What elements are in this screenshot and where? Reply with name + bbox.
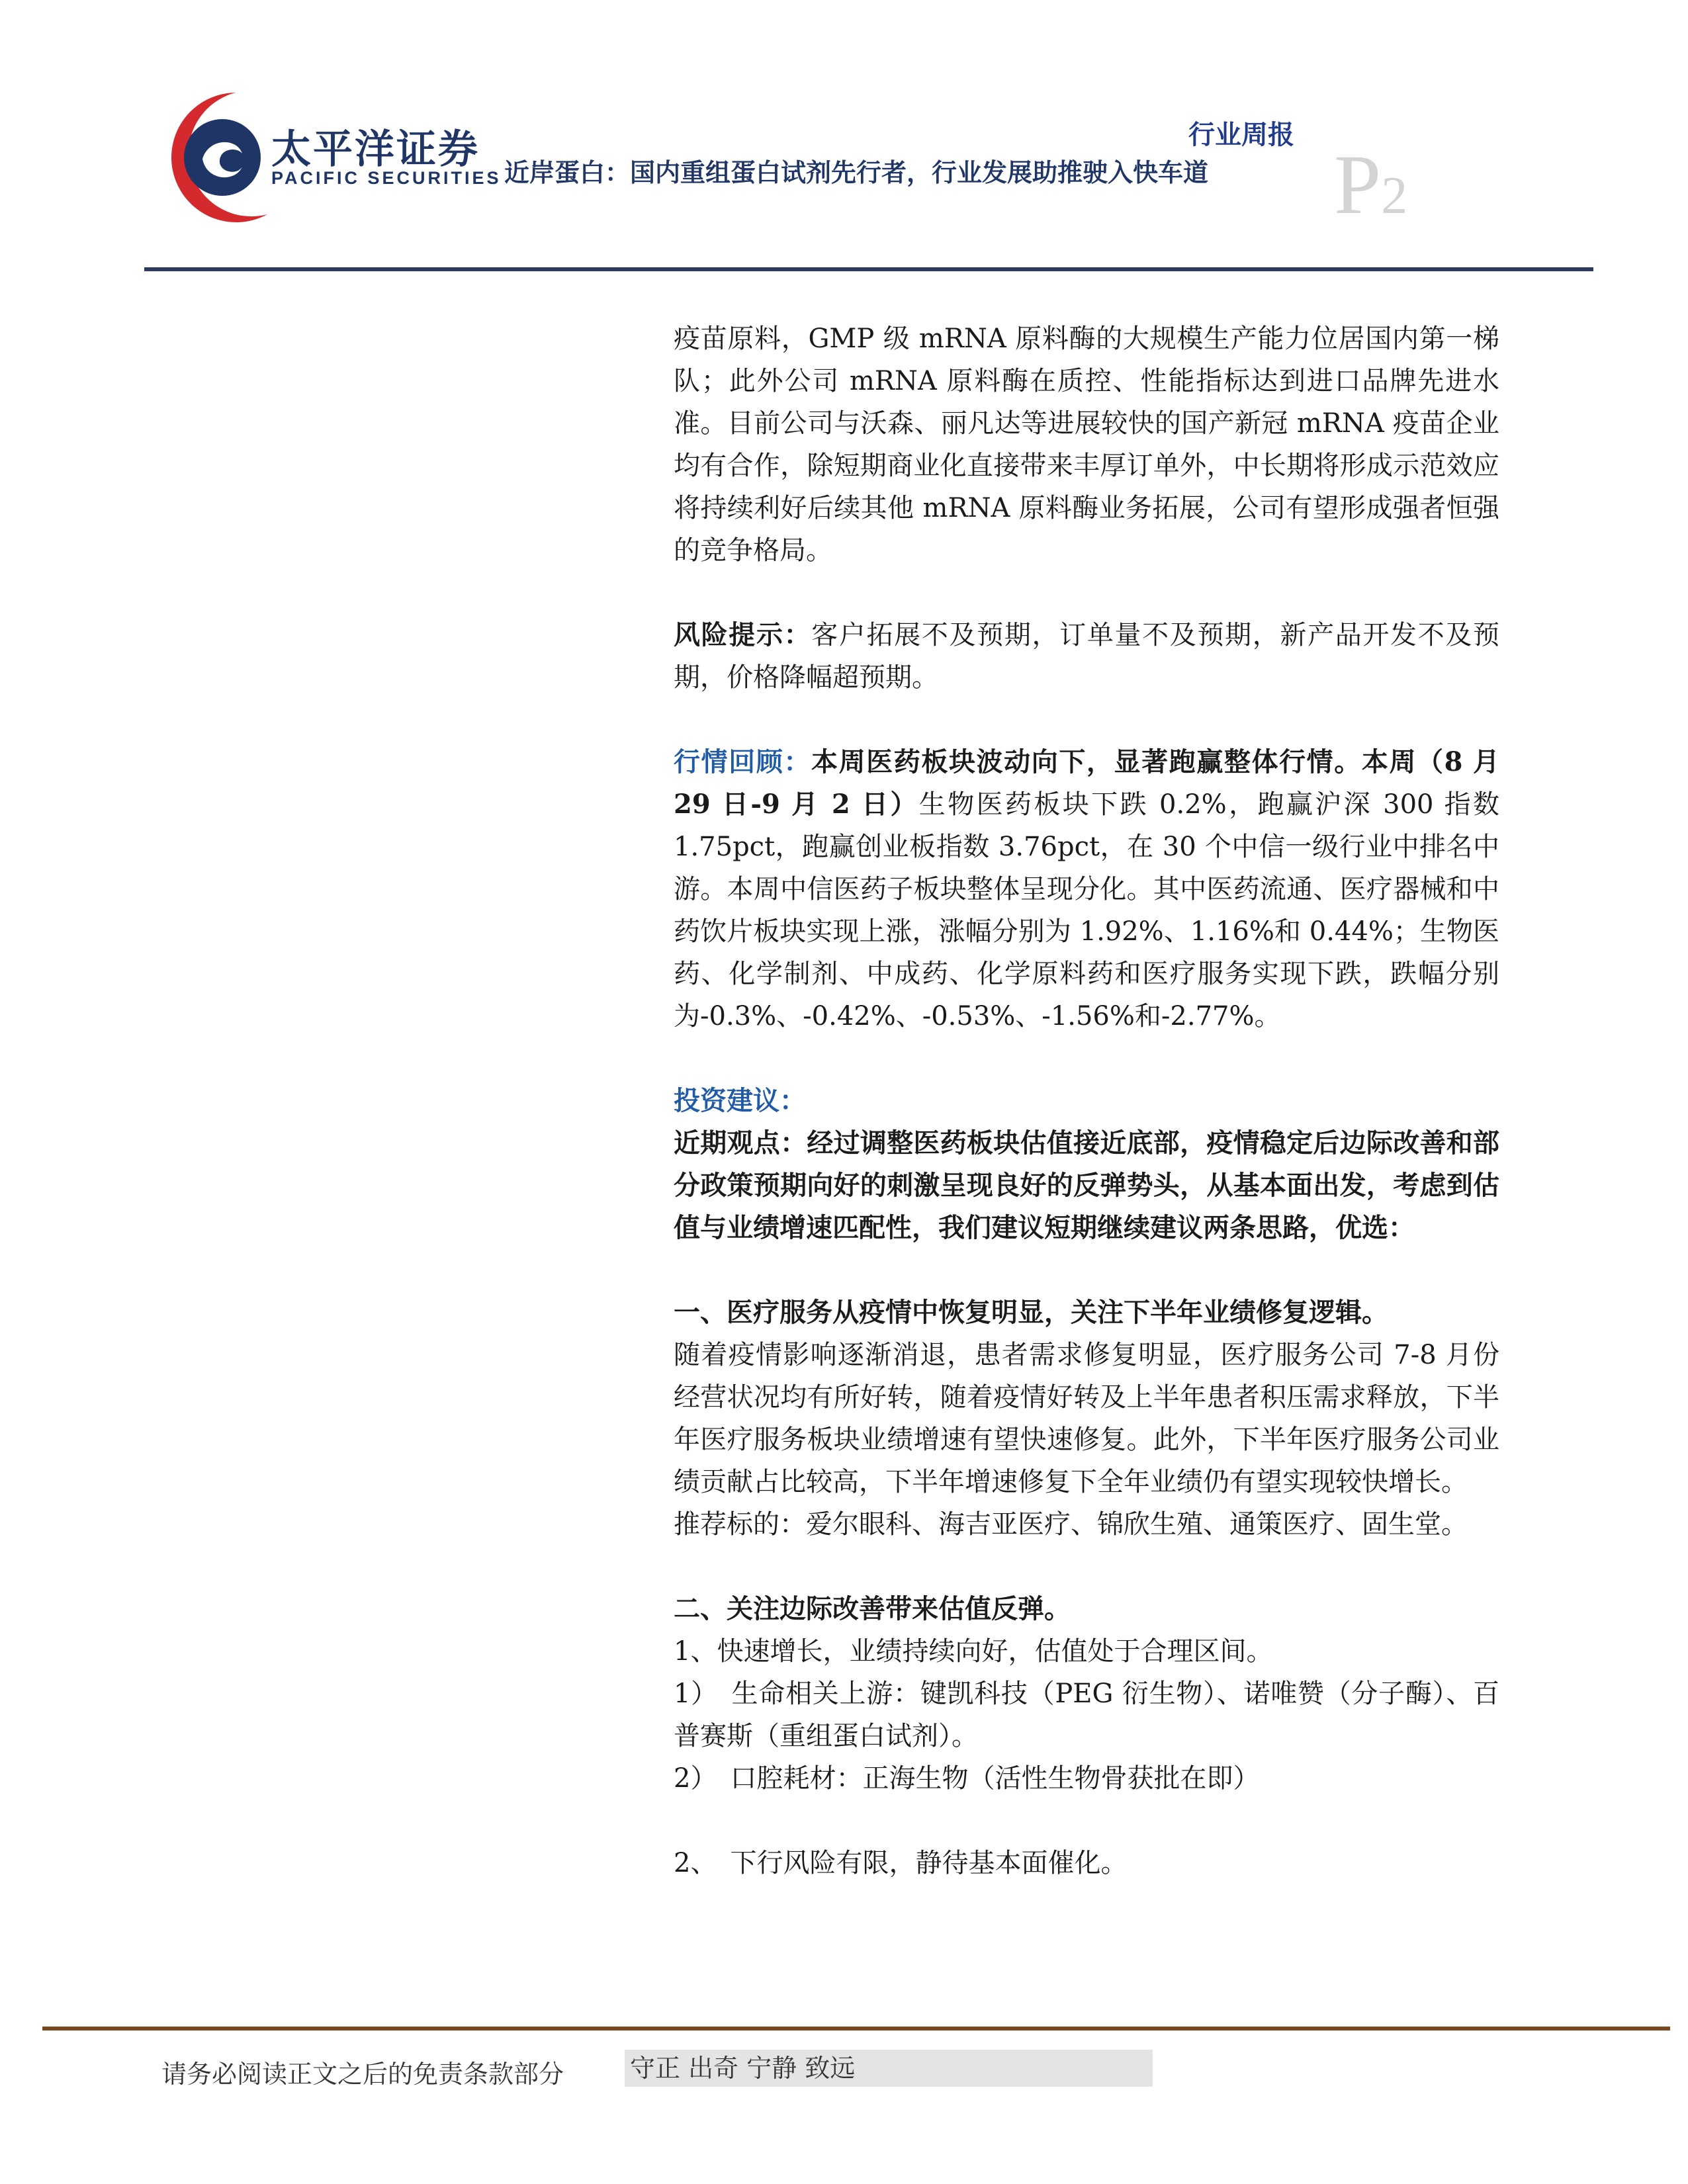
report-title: 近岸蛋白：国内重组蛋白试剂先行者，行业发展助推驶入快车道 <box>504 158 1209 187</box>
recent-view-text: 近期观点：经过调整医药板块估值接近底部，疫情稳定后边际改善和部分政策预期向好的刺激呈现良好的反弹势头，从基本面出发，考虑到估值与业绩增速匹配性，我们建议短期继续建议两条思路，优选： <box>674 1127 1499 1243</box>
section-2-sub-2: 2） 口腔耗材：正海生物（活性生物骨获批在即） <box>674 1763 1260 1794</box>
footer-divider <box>42 2027 1670 2031</box>
report-type-label: 行业周报 <box>1188 120 1294 150</box>
market-review-label: 行情回顾： <box>674 746 811 777</box>
section-1-recommend: 推荐标的：爱尔眼科、海吉亚医疗、锦欣生殖、通策医疗、固生堂。 <box>674 1509 1468 1540</box>
market-review-text: 生物医药板块下跌 0.2%，跑赢沪深 300 指数 1.75pct，跑赢创业板指数 3.76pct，在 30 个中信一级行业中排名中游。本周中信医药子板块整体呈现分化。其中医药流通、医疗器械和中药饮片板块实现上涨，涨幅分别为 1.92%、1.16%和 0.44%；生物医药、化学制剂、中成药、化学原料药和医疗服务实现下跌，跌幅分别为-0.3%、-0.42%、-0.53%、-1.56%和-2.77%。 <box>674 789 1499 1031</box>
footer-disclaimer: 请务必阅读正文之后的免责条款部分 <box>161 2060 564 2089</box>
page-number: 2 <box>1381 167 1408 225</box>
main-content <box>674 318 1499 1884</box>
section-2-item-2: 2、 下行风险有限，静待基本面催化。 <box>674 1848 1128 1878</box>
section-2-item-1: 1、快速增长，业绩持续向好，估值处于合理区间。 <box>674 1636 1273 1667</box>
paragraph-risk <box>674 614 1499 699</box>
page-number-mark <box>1334 136 1407 234</box>
section-1-text: 随着疫情影响逐渐消退，患者需求修复明显，医疗服务公司 7-8 月份经营状况均有所好转，随着疫情好转及上半年患者积压需求释放，下半年医疗服务板块业绩增速有望快速修复。此外，下半年医疗服务公司业绩贡献占比较高，下半年增速修复下全年业绩仍有望实现较快增长。 <box>674 1340 1499 1497</box>
paragraph-market-review <box>674 741 1499 1037</box>
section-2-sub-1: 1） 生命相关上游：键凯科技（PEG 衍生物）、诺唯赞（分子酶）、百普赛斯（重组蛋白试剂）。 <box>674 1679 1499 1751</box>
risk-text: 客户拓展不及预期，订单量不及预期，新产品开发不及预期，价格降幅超预期。 <box>674 620 1500 693</box>
footer-motto: 守正 出奇 宁静 致远 <box>625 2050 1153 2087</box>
page-letter: P <box>1334 138 1382 232</box>
market-review-headline: 本周医药板块波动向下，显著跑赢整体行情。本周（8 月 29 日-9 月 2 日） <box>674 746 1500 820</box>
paragraph-mrna: 疫苗原料，GMP 级 mRNA 原料酶的大规模生产能力位居国内第一梯队；此外公司 mRNA 原料酶在质控、性能指标达到进口品牌先进水准。目前公司与沃森、丽凡达等进展较快的国产新冠 mRNA 疫苗企业均有合作，除短期商业化直接带来丰厚订单外，中长期将形成示范效应将持续利好后续其他 mRNA 原料酶业务拓展，公司有望形成强者恒强的竞争格局。 <box>674 324 1499 566</box>
risk-label: 风险提示： <box>674 619 812 650</box>
section-2-title: 二、关注边际改善带来估值反弹。 <box>674 1593 1071 1624</box>
investment-advice-label: 投资建议： <box>674 1085 806 1116</box>
logo-chinese-name: 太平洋证券 <box>271 126 480 173</box>
header-divider <box>144 267 1593 271</box>
section-1-title: 一、医疗服务从疫情中恢复明显，关注下半年业绩修复逻辑。 <box>674 1297 1388 1328</box>
logo-english-name: PACIFIC SECURITIES <box>271 168 502 188</box>
